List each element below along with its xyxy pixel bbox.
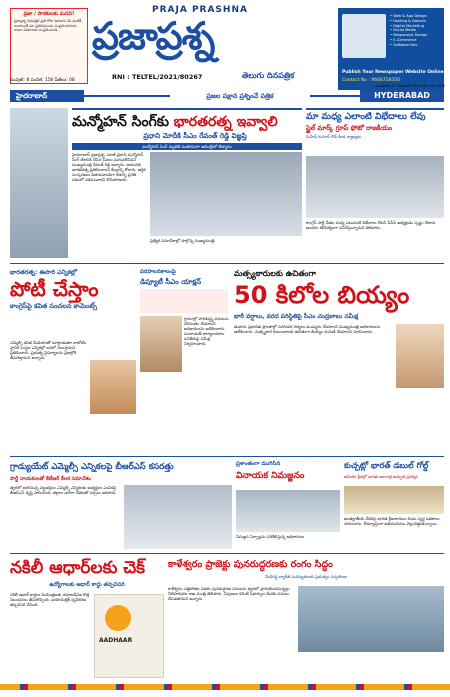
story8-body: అంతర్జాతీయ వేదికపై భారత క్రీడాకారులు రెండు స్వర్ణ పతకాలు సాధించారు. దేశవ్యాప్తంగా అభినందనలు వెల్లువెత్తుతున్నాయి. [344, 516, 440, 526]
story4-kicker: పరపాలనకాలంపై [140, 269, 176, 275]
ad-phone: Contact No : 9666758350 [342, 78, 401, 83]
story5-kicker: మత్స్యకారులకు ఉచితంగా [234, 269, 316, 278]
story8-kicker: ఆసియా క్రీడల్లో భారత ఆటగాళ్ల అద్భుత ప్రదర్శన [344, 474, 419, 479]
notice-text: ప్రజాప్రశ్న దినపత్రిక ప్రతి రోజు ఉదయం మీ ఇంటికి రావాలంటే మా ప్రతినిధులను సంప్రదించగలరు. చందా వివరాలకు సంప్రదించండి. [14, 19, 82, 32]
story7-caption: నిమజ్జన ఏర్పాట్లను పరిశీలిస్తున్న అధికారులు [236, 534, 305, 539]
issue-dateline: సంపుటి: 8 సంచిక: 156 పేజీలు: 08 [10, 78, 75, 83]
ad-service-list [390, 14, 427, 48]
cbn-photo [396, 324, 444, 388]
story4-headline[interactable]: డిప్యూటీ సీఎం యాక్షన్ [140, 278, 202, 286]
ad-item: • Digital Marketing [390, 23, 424, 28]
story3-kicker: భారతరత్న: ఈసారి ఎన్నికల్లో [10, 269, 77, 276]
statue-photo [10, 108, 68, 258]
city-right: HYDERABAD [360, 90, 444, 102]
story9-headline[interactable]: నకిలీ ఆధార్‌లకు చెక్ [10, 558, 146, 578]
aadhaar-logo-icon [105, 605, 131, 631]
assembly-photo [150, 152, 302, 236]
story9-body: నకిలీ ఆధార్ కార్డుల నియంత్రణకు యూఐడీఏఐ కొత్త నిబంధనలు తీసుకొచ్చింది. బయోమెట్రిక్ ధృవీకరణ తప్పనిసరి చేసింది. [10, 592, 90, 607]
story1-kicker: మన్మోహన్ సింగ్ మృతికి సంతాపంగా అసెంబ్లీలో తీర్మానం [72, 143, 302, 150]
ad-item: • Social Media [390, 28, 416, 33]
story3-body: ఎమ్మెల్సీ కవిత మీడియాతో మాట్లాడుతూ రాబోయే స్థానిక సంస్థల ఎన్నికల్లో బరిలో నిలుస్తామని ప్రకటించారు. ప్రభుత్వ వైఫల్యాలను ప్రజల్లోకి తీసుకెళ్తామని అన్నారు. [10, 340, 87, 360]
divider [10, 553, 444, 554]
ad-item: • Software Dev [390, 42, 418, 47]
story10-headline[interactable]: కాళేశ్వరం ప్రాజెక్టు పునరుద్ధరణకు రంగం సిద్ధం [168, 559, 333, 570]
group-photo [306, 156, 444, 218]
story1-caption: ప్రత్యేక సమావేశాల్లో పాల్గొన్న ముఖ్యమంత్రి [150, 238, 215, 243]
kavitha-photo [90, 360, 136, 414]
story6-headline[interactable]: గ్రాడ్యుయేట్ ఎమ్మెల్సీ ఎన్నికలపై బీఆర్ఎస్ కసరత్తు [10, 462, 174, 472]
story8-headline[interactable]: కుచ్చట్లో భారత్ డబుల్ గోల్డ్ [344, 461, 429, 470]
story10-body: కాళేశ్వరం ఎత్తిపోతల పథకం పునరుద్ధరణ పనులను త్వరలో ప్రారంభించనున్నట్లు నీటిపారుదల శాఖ మంత్రి తెలిపారు. నిపుణుల కమిటీ సిఫార్సుల మేరకు పనులు చేపడతామని అన్నారు. [168, 586, 290, 601]
story2-body: కాంగ్రెస్ పార్టీ నేతల మధ్య ఎటువంటి విభేదాలు లేవని పీసీసీ అధ్యక్షుడు స్పష్టం చేశారు. అందరం కలిసికట్టుగా పనిచేస్తున్నామని తెలిపారు. [306, 220, 437, 230]
subscription-notice [10, 8, 88, 84]
story3-kicker2 [10, 313, 134, 339]
tagline: ప్రజల పక్షాన ప్రశ్నించే పత్రిక [170, 90, 310, 102]
story3-headline[interactable]: పోటీ చేస్తాం [10, 277, 99, 301]
story1-headline-a: మన్మోహన్ సింగ్‌కు [72, 114, 174, 130]
story10-kicker: మేడిగడ్డ బ్యారేజీ మరమ్మతులకు ప్రభుత్వం పచ్చజెండా [264, 574, 348, 579]
story5-body: తుఫాను ప్రభావిత ప్రాంతాల్లో సహాయక చర్యలు ముమ్మరం చేయాలని ముఖ్యమంత్రి అధికారులను ఆదేశించారు. మత్స్యకార కుటుంబాలకు ఉచితంగా బియ్యం పంపిణీ చేయాలని సూచించారు. [234, 324, 381, 334]
ad-item: • Web & App Design [390, 14, 427, 18]
divider [10, 263, 444, 264]
aadhaar-card [94, 594, 164, 678]
story5-headline[interactable]: 50 కిలోల బియ్యం [234, 281, 410, 309]
aadhaar-label: AADHAAR [99, 637, 133, 644]
story6-kicker: పార్టీ నాయకులతో కేటీఆర్ కీలక సమావేశం [10, 476, 91, 482]
story2-subhead: స్టైల్ మార్క్ గ్రూప్ ఫోటో రాజకీయం [306, 124, 393, 132]
story2-headline[interactable]: మా మధ్య ఎలాంటి విభేదాలు లేవు [306, 108, 444, 122]
story2-kicker: మహేష్ కుమార్ గౌడ్ కీలక వ్యాఖ్యలు [306, 134, 362, 139]
story6-body: త్వరలో జరగనున్న పట్టభద్రుల ఎమ్మెల్సీ ఎన్నికలకు అభ్యర్థుల ఎంపికపై బీఆర్ఎస్ దృష్టి సారించింది. జిల్లాల వారీగా నేతలతో చర్చలు జరిపారు. [10, 485, 117, 495]
rni-number: RNI : TELTEL/2021/80267 [112, 73, 203, 81]
pawan-photo [140, 316, 182, 372]
story7-kicker: ప్రశాంతంగా ముగిసిన [236, 461, 281, 467]
story1-body: హైదరాబాద్ ప్రజాప్రశ్న: మాజీ ప్రధాని మన్మోహన్ సింగ్ దేశానికి చేసిన సేవలు మరువలేనివని ముఖ్యమంత్రి రేవంత్ రెడ్డి అన్నారు. ఆయనకు భారతరత్న ప్రకటించాలని కేంద్రాన్ని కోరారు. ఆర్థిక సంస్కరణల పితామహుడిగా దేశాన్ని ప్రగతి పథంలో నడిపించారని కొనియాడారు. [72, 152, 146, 182]
story1-headline[interactable] [72, 108, 302, 132]
story4-body: గ్రామాల్లో పారిశుద్ధ్య పనులను వేగవంతం చేయాలని అధికారులను ఆదేశించారు. పంచాయతీ కార్యాలయాల పనితీరుపై సమీక్ష నిర్వహించారు. [184, 316, 229, 346]
notice-title: ప్రజా / పాఠకులకు మనవి! [23, 11, 75, 17]
story3-subhead: కాంగ్రెస్‌పై కవిత సంచలన కామెంట్స్ [10, 302, 97, 310]
divider [10, 456, 444, 457]
issue-date: బుధవారం 27 డిసెంబర్ 2024 వెల: రూ 5.00 [375, 83, 445, 88]
brand-top: PRAJA PRASHNA [152, 5, 248, 15]
immersion-photo [236, 490, 340, 532]
ad-item: • Hosting & Domain [390, 18, 427, 23]
story5-subhead: భారీ వర్షాలు, వరద పరిస్థితిపై సీఎం చంద్రబాబు సమీక్ష [234, 313, 359, 320]
story4-highlight [140, 289, 228, 313]
ad-item: • E-Commerce [390, 37, 417, 42]
device-mockup-icon [342, 14, 386, 58]
story7-headline[interactable]: వినాయక నిమజ్జనం [236, 471, 305, 481]
ad-publish: Publish Your Newspaper Website Online [342, 70, 444, 75]
brand-subtitle: తెలుగు దినపత్రిక [242, 71, 295, 80]
brs-meeting-photo [124, 485, 232, 549]
story1-headline-b: భారతరత్న ఇవ్వాలి [173, 114, 278, 130]
story1-subhead: ప్రధాని మోదీకి సీఎం రేవంత్ రెడ్డి విజ్ఞప్తి [143, 132, 247, 140]
barrage-photo [298, 586, 444, 652]
masthead-logo[interactable] [92, 5, 332, 87]
ad-item: • Responsive Design [390, 33, 428, 38]
website-ad[interactable] [338, 8, 444, 90]
city-left: హైదరాబాద్ [10, 90, 84, 102]
story9-subhead: ఉద్యోగాలకు ఆధార్ కార్డు తప్పనిసరి [49, 582, 125, 588]
section-bar [0, 90, 450, 102]
brand-logo: ప్రజాప్రశ్న [92, 13, 215, 58]
gold-medal-photo [344, 486, 444, 514]
bottom-color-band [0, 684, 450, 690]
